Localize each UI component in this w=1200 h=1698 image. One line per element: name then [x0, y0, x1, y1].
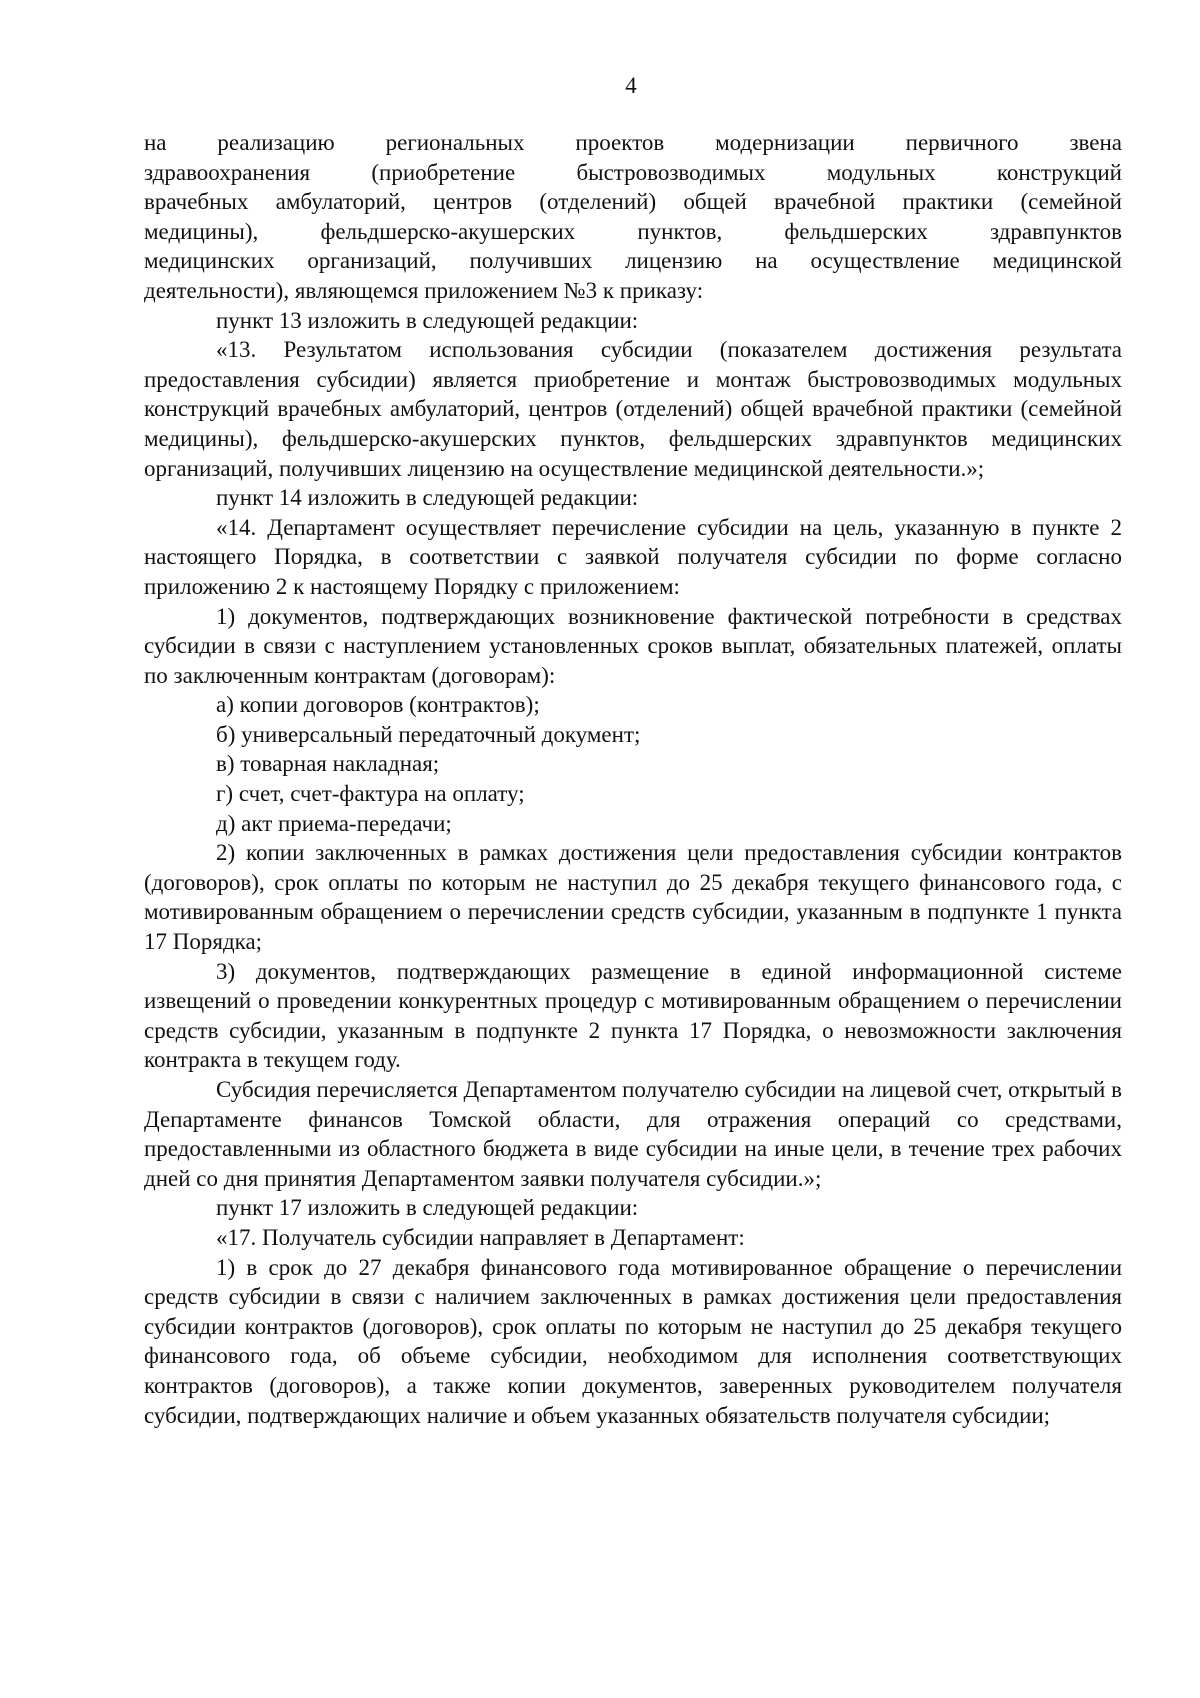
- lead-line: здравоохранения (приобретение быстровозводимых модульных конструкций: [144, 159, 1122, 185]
- lead-line: врачебных амбулаторий, центров (отделений) общей врачебной практики (семейной: [144, 189, 1122, 215]
- list-item-v: в) товарная накладная;: [216, 751, 440, 777]
- list-item-g: г) счет, счет-фактура на оплату;: [216, 781, 525, 807]
- lead-line: на реализацию региональных проектов модернизации первичного звена: [144, 130, 1122, 155]
- paragraph-amend-13: пункт 13 изложить в следующей редакции:: [216, 307, 639, 333]
- list-item-1: 1) документов, подтверждающих возникновение фактической потребности в средствах субсидии в связи с наступлением установленных сроков выплат, обязательных платежей, оплаты по заключенным контрактам (договорам):: [144, 603, 1122, 688]
- lead-line: медицины), фельдшерско-акушерских пунктов, фельдшерских здравпунктов: [144, 218, 1122, 244]
- lead-line-last: деятельности), являющемся приложением №3 к приказу:: [144, 277, 704, 303]
- list-item-3: 3) документов, подтверждающих размещение в единой информационной системе извещений о проведении конкурентных процедур с мотивированным обращением о перечислении средств субсидии, указанным в подпункте 2 пункта 17 Порядка, о невозможности заключения контракта в текущем году.: [144, 958, 1122, 1073]
- lead-line: медицинских организаций, получивших лицензию на осуществление медицинской: [144, 248, 1122, 274]
- paragraph-amend-17: пункт 17 изложить в следующей редакции:: [216, 1195, 639, 1221]
- paragraph-clause-17: «17. Получатель субсидии направляет в Департамент:: [216, 1224, 745, 1250]
- list-item-d: д) акт приема-передачи;: [216, 810, 452, 836]
- paragraph-subsidy-transfer: Субсидия перечисляется Департаментом получателю субсидии на лицевой счет, открытый в Департаменте финансов Томской области, для отражения операций со средствами, предоставленными из областного бюджета в виде субсидии на иные цели, в течение трех рабочих дней со дня принятия Департаментом заявки получателя субсидии.»;: [144, 1077, 1122, 1191]
- list-item-b: б) универсальный передаточный документ;: [216, 721, 641, 747]
- list-item-a: а) копии договоров (контрактов);: [216, 692, 540, 718]
- paragraph-clause-13: «13. Результатом использования субсидии (показателем достижения результата предоставления субсидии) является приобретение и монтаж быстровозводимых модульных конструкций врачебных амбулаторий, центров (отделений) общей врачебной практики (семейной медицины), фельдшерско-акушерских пунктов, фельдшерских здравпунктов медицинских организаций, получивших лицензию на осуществление медицинской деятельности.»;: [144, 337, 1122, 481]
- document-body: [144, 128, 1122, 1430]
- paragraph-clause-17-item-1: 1) в срок до 27 декабря финансового года мотивированное обращение о перечислении средств субсидии в связи с наличием заключенных в рамках достижения цели предоставления субсидии контрактов (договоров), срок оплаты по которым не наступил до 25 декабря текущего финансового года, об объеме субсидии, необходимом для исполнения соответствующих контрактов (договоров), а также копии документов, заверенных руководителем получателя субсидии, подтверждающих наличие и объем указанных обязательств получателя субсидии;: [144, 1254, 1122, 1428]
- paragraph-amend-14: пункт 14 изложить в следующей редакции:: [216, 485, 639, 511]
- list-item-2: 2) копии заключенных в рамках достижения цели предоставления субсидии контрактов (договоров), срок оплаты по которым не наступил до 25 декабря текущего финансового года, с мотивированным обращением о перечислении средств субсидии, указанным в подпункте 1 пункта 17 Порядка;: [144, 840, 1122, 955]
- page-number: 4: [625, 73, 637, 98]
- paragraph-clause-14: «14. Департамент осуществляет перечисление субсидии на цель, указанную в пункте 2 настоящего Порядка, в соответствии с заявкой получателя субсидии по форме согласно приложению 2 к настоящему Порядку с приложением:: [144, 514, 1122, 599]
